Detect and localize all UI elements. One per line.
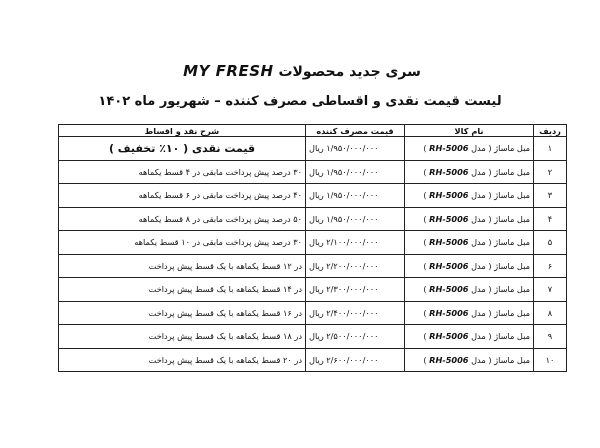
table-row xyxy=(59,254,567,278)
consumer-price xyxy=(306,301,405,325)
item-suffix: ) xyxy=(423,237,427,248)
item-name xyxy=(405,137,534,161)
item-name xyxy=(405,325,534,349)
price-amount: ۱/۹۵۰/۰۰۰/۰۰۰ ریال xyxy=(309,190,379,201)
row-number: ۹ xyxy=(534,325,567,349)
payment-terms: در ۱۲ قسط یکماهه با یک قسط پیش پرداخت xyxy=(59,254,306,278)
table-header-row xyxy=(59,125,567,137)
price-table xyxy=(58,124,567,372)
table-row xyxy=(59,348,567,372)
header-row-number: ردیف xyxy=(534,125,567,137)
price-amount: ۲/۵۰۰/۰۰۰/۰۰۰ ریال xyxy=(309,331,379,342)
payment-terms: قیمت نقدی ( ۱۰٪ تخفیف ) xyxy=(59,137,306,161)
brand-name: MY FRESH xyxy=(183,62,274,80)
consumer-price xyxy=(306,348,405,372)
price-amount: ۱/۹۵۰/۰۰۰/۰۰۰ ریال xyxy=(309,213,379,224)
item-suffix: ) xyxy=(423,307,427,318)
item-suffix: ) xyxy=(423,331,427,342)
model-code: RH-5006 xyxy=(429,213,469,224)
model-code: RH-5006 xyxy=(429,143,469,154)
table-row xyxy=(59,301,567,325)
table-row xyxy=(59,325,567,349)
table-row xyxy=(59,160,567,184)
consumer-price xyxy=(306,325,405,349)
model-code: RH-5006 xyxy=(429,237,469,248)
price-amount: ۲/۶۰۰/۰۰۰/۰۰۰ ریال xyxy=(309,354,379,365)
item-suffix: ) xyxy=(423,354,427,365)
consumer-price xyxy=(306,160,405,184)
item-prefix: مبل ماساژ ( مدل xyxy=(471,143,530,154)
payment-terms: در ۱۸ قسط یکماهه با یک قسط پیش پرداخت xyxy=(59,325,306,349)
header-payment-terms: شرح نقد و اقساط xyxy=(59,125,306,137)
row-number: ۵ xyxy=(534,231,567,255)
price-amount: ۱/۹۵۰/۰۰۰/۰۰۰ ریال xyxy=(309,143,379,154)
row-number: ۷ xyxy=(534,278,567,302)
item-suffix: ) xyxy=(423,166,427,177)
payment-terms: در ۱۶ قسط یکماهه با یک قسط پیش پرداخت xyxy=(59,301,306,325)
item-name xyxy=(405,254,534,278)
item-suffix: ) xyxy=(423,190,427,201)
consumer-price xyxy=(306,137,405,161)
header-consumer-price: قیمت مصرف کننده xyxy=(306,125,405,137)
item-name xyxy=(405,184,534,208)
consumer-price xyxy=(306,278,405,302)
table-row xyxy=(59,184,567,208)
item-name xyxy=(405,231,534,255)
row-number: ۶ xyxy=(534,254,567,278)
row-number: ۳ xyxy=(534,184,567,208)
item-suffix: ) xyxy=(423,284,427,295)
consumer-price xyxy=(306,231,405,255)
price-amount: ۲/۳۰۰/۰۰۰/۰۰۰ ریال xyxy=(309,284,379,295)
consumer-price xyxy=(306,207,405,231)
item-name xyxy=(405,278,534,302)
item-prefix: مبل ماساژ ( مدل xyxy=(471,284,530,295)
item-suffix: ) xyxy=(423,260,427,271)
item-prefix: مبل ماساژ ( مدل xyxy=(471,213,530,224)
item-prefix: مبل ماساژ ( مدل xyxy=(471,354,530,365)
item-prefix: مبل ماساژ ( مدل xyxy=(471,307,530,318)
item-prefix: مبل ماساژ ( مدل xyxy=(471,166,530,177)
table-body xyxy=(59,137,567,372)
table-row xyxy=(59,207,567,231)
table-row xyxy=(59,231,567,255)
consumer-price xyxy=(306,184,405,208)
model-code: RH-5006 xyxy=(429,354,469,365)
model-code: RH-5006 xyxy=(429,260,469,271)
item-name xyxy=(405,207,534,231)
item-prefix: مبل ماساژ ( مدل xyxy=(471,260,530,271)
model-code: RH-5006 xyxy=(429,190,469,201)
item-prefix: مبل ماساژ ( مدل xyxy=(471,331,530,342)
title-prefix: سری جدید محصولات xyxy=(278,64,421,80)
price-amount: ۲/۲۰۰/۰۰۰/۰۰۰ ریال xyxy=(309,260,379,271)
payment-terms: ۳۰ درصد پیش پرداخت مابقی در ۱۰ قسط یکماهه xyxy=(59,231,306,255)
item-name xyxy=(405,301,534,325)
price-amount: ۲/۱۰۰/۰۰۰/۰۰۰ ریال xyxy=(309,237,379,248)
table-row xyxy=(59,137,567,161)
payment-terms: در ۲۰ قسط یکماهه با یک قسط پیش پرداخت xyxy=(59,348,306,372)
page-title xyxy=(0,62,600,80)
item-prefix: مبل ماساژ ( مدل xyxy=(471,237,530,248)
row-number: ۸ xyxy=(534,301,567,325)
header-item-name: نام کالا xyxy=(405,125,534,137)
model-code: RH-5006 xyxy=(429,284,469,295)
model-code: RH-5006 xyxy=(429,307,469,318)
item-suffix: ) xyxy=(423,143,427,154)
table-row xyxy=(59,278,567,302)
row-number: ۱۰ xyxy=(534,348,567,372)
item-name xyxy=(405,160,534,184)
payment-terms: ۵۰ درصد پیش پرداخت مابقی در ۸ قسط یکماهه xyxy=(59,207,306,231)
price-amount: ۱/۹۵۰/۰۰۰/۰۰۰ ریال xyxy=(309,166,379,177)
price-amount: ۲/۴۰۰/۰۰۰/۰۰۰ ریال xyxy=(309,307,379,318)
item-name xyxy=(405,348,534,372)
row-number: ۱ xyxy=(534,137,567,161)
consumer-price xyxy=(306,254,405,278)
page-subtitle: لیست قیمت نقدی و اقساطی مصرف کننده – شهریور ماه ۱۴۰۲ xyxy=(98,94,502,109)
payment-terms: ۴۰ درصد پیش پرداخت مابقی در ۶ قسط یکماهه xyxy=(59,184,306,208)
payment-terms: ۳۰ درصد پیش پرداخت مابقی در ۴ قسط یکماهه xyxy=(59,160,306,184)
model-code: RH-5006 xyxy=(429,166,469,177)
row-number: ۴ xyxy=(534,207,567,231)
payment-terms: در ۱۴ قسط یکماهه با یک قسط پیش پرداخت xyxy=(59,278,306,302)
item-prefix: مبل ماساژ ( مدل xyxy=(471,190,530,201)
model-code: RH-5006 xyxy=(429,331,469,342)
row-number: ۲ xyxy=(534,160,567,184)
item-suffix: ) xyxy=(423,213,427,224)
